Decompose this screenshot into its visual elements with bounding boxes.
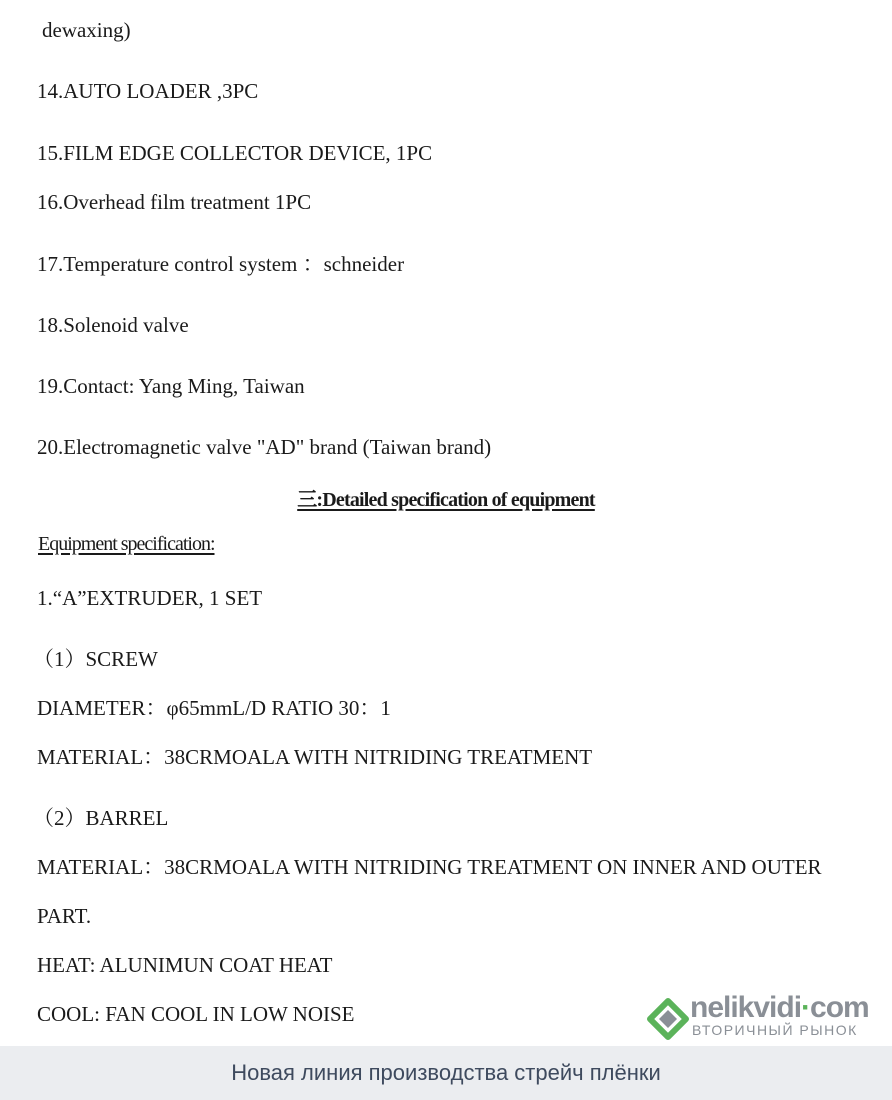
text-line: 20.Electromagnetic valve "AD" brand (Taiwan brand) [37,435,492,459]
text-line: 14.AUTO LOADER ,3PC [37,79,259,103]
text-line: 16.Overhead film treatment 1PC [37,190,312,214]
subheading: Equipment specification: [38,533,215,555]
watermark-name-main: nelikvidi [690,991,802,1024]
watermark-tagline: ВТОРИЧНЫЙ РЫНОК [692,1022,858,1038]
spec-line: HEAT: ALUNIMUN COAT HEAT [37,953,333,977]
image-caption: Новая линия производства стрейч плёнки [0,1046,892,1100]
spec-line: MATERIAL：38CRMOALA WITH NITRIDING TREATMENT ON INNER AND OUTER [37,855,822,879]
spec-line: MATERIAL：38CRMOALA WITH NITRIDING TREATMENT [37,745,593,769]
watermark-logo [646,991,874,1043]
text-line: dewaxing) [42,18,131,42]
spec-line: COOL: FAN COOL IN LOW NOISE [37,1002,355,1026]
spec-line: PART. [37,904,92,928]
spec-line: 1.“A”EXTRUDER, 1 SET [37,586,263,610]
recycle-diamond-icon [646,997,690,1041]
spec-line: （1）SCREW [33,647,158,671]
spec-line: DIAMETER：φ65mmL/D RATIO 30：1 [37,696,391,720]
text-line: 18.Solenoid valve [37,313,189,337]
text-line: 15.FILM EDGE COLLECTOR DEVICE, 1PC [37,141,433,165]
watermark-dot-icon: · [801,991,811,1024]
text-line: 19.Contact: Yang Ming, Taiwan [37,374,305,398]
spec-line: （2）BARREL [33,806,169,830]
watermark-name-accent: com [810,991,869,1024]
section-heading: 三:Detailed specification of equipment [297,489,595,511]
watermark-name [690,991,869,1025]
text-line: 17.Temperature control system ：schneider [37,252,405,276]
